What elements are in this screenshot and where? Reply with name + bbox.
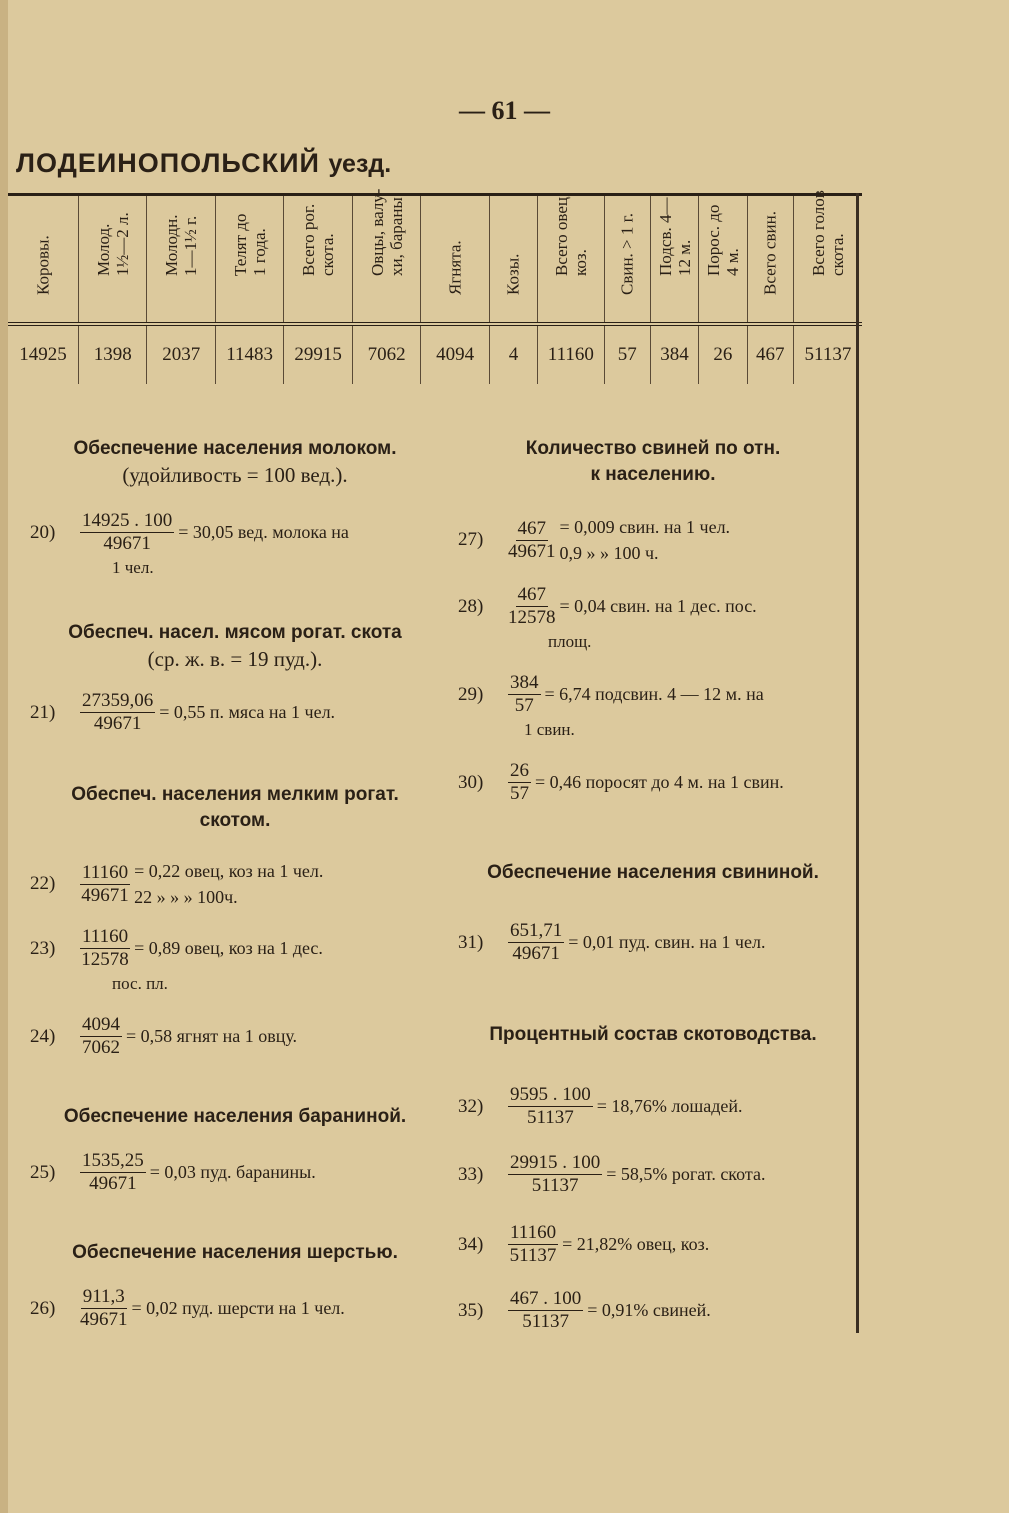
formula-33 xyxy=(458,1152,765,1197)
formula-number: 27) xyxy=(458,529,484,550)
denominator: 49671 xyxy=(93,713,142,734)
denominator: 57 xyxy=(514,695,534,716)
formula-29 xyxy=(458,672,764,717)
table-header xyxy=(699,195,747,325)
table-cell: 14925 xyxy=(8,324,78,384)
formula-27 xyxy=(458,514,730,566)
heading-text-2: скотом. xyxy=(199,810,271,831)
heading-pigs xyxy=(458,436,848,488)
denominator: 51137 xyxy=(522,1311,570,1332)
denominator: 49671 xyxy=(81,884,129,906)
fraction xyxy=(508,672,541,717)
fraction xyxy=(80,1150,146,1195)
formula-result: = 6,74 подсвин. 4 — 12 м. на xyxy=(544,684,764,704)
formula-28 xyxy=(458,584,757,629)
numerator: 651,71 xyxy=(510,920,563,941)
formula-result: = 0,02 пуд. шерсти на 1 чел. xyxy=(131,1298,345,1318)
formula-result: = 0,04 свин. на 1 дес. пос. xyxy=(559,596,757,616)
heading-text: Количество свиней по отн. xyxy=(525,438,781,459)
table-header xyxy=(215,195,283,325)
table-header xyxy=(421,195,489,325)
table-header xyxy=(538,192,604,325)
heading-text: Обеспеч. населения мелким рогат. xyxy=(71,784,399,805)
formula-number: 31) xyxy=(458,931,484,953)
formula-result: = 0,55 п. мяса на 1 чел. xyxy=(159,702,336,722)
table-cell: 384 xyxy=(650,324,698,384)
formula-number: 32) xyxy=(458,1095,484,1117)
numerator: 11160 xyxy=(82,926,129,947)
numerator: 9595 . 100 xyxy=(510,1084,591,1105)
denominator: 12578 xyxy=(81,949,129,970)
formula-number: 26) xyxy=(30,1297,56,1319)
fraction xyxy=(80,1014,122,1059)
fraction xyxy=(80,862,130,907)
page-number: — 61 — xyxy=(459,96,550,125)
left-column xyxy=(30,436,440,1336)
page-edge xyxy=(0,0,8,1513)
table-cell: 26 xyxy=(699,324,747,384)
formula-32 xyxy=(458,1084,743,1129)
heading-milk xyxy=(30,436,440,488)
result-line-2: 0,9 » » 100 ч. xyxy=(559,543,659,563)
heading-subtext: (ср. ж. в. = 19 пуд.). xyxy=(147,647,323,671)
heading-small-cattle xyxy=(30,782,440,834)
numerator: 467 xyxy=(517,517,546,539)
table-header xyxy=(489,195,537,325)
denominator: 49671 xyxy=(80,1309,128,1330)
table-cell: 4 xyxy=(489,324,537,384)
fraction xyxy=(80,926,130,971)
header-label: Ягнята. xyxy=(445,240,465,295)
formula-34 xyxy=(458,1222,709,1267)
header-label: Козы. xyxy=(503,253,523,295)
formula-number: 33) xyxy=(458,1163,484,1185)
district-name: ЛОДЕИНОПОЛЬСКИЙ xyxy=(16,148,320,178)
formula-result: = 0,89 овец, коз на 1 дес. xyxy=(134,938,323,958)
header-label: Подсв. 4— 12 м. xyxy=(655,197,694,276)
result-line-1: = 0,22 овец, коз на 1 чел. xyxy=(134,861,324,881)
formula-20 xyxy=(30,510,349,555)
denominator: 7062 xyxy=(82,1037,120,1058)
table-cell: 11160 xyxy=(538,324,604,384)
denominator: 49671 xyxy=(89,1173,137,1194)
numerator: 29915 . 100 xyxy=(510,1152,601,1173)
formula-continuation: пос. пл. xyxy=(112,974,168,993)
formula-continuation: площ. xyxy=(548,632,592,651)
formula-result xyxy=(134,858,323,910)
table-cell: 2037 xyxy=(147,324,215,384)
table-cell: 7062 xyxy=(352,324,420,384)
numerator: 384 xyxy=(510,672,539,693)
table-cell: 57 xyxy=(604,324,650,384)
table-cell: 51137 xyxy=(804,344,852,365)
header-label: Всего овец, коз. xyxy=(551,192,590,276)
heading-text: Обеспеч. насел. мясом рогат. скота xyxy=(68,622,402,643)
formula-30 xyxy=(458,760,784,805)
formula-result: = 30,05 вед. молока на xyxy=(178,522,349,542)
table-header xyxy=(284,195,352,325)
denominator: 12578 xyxy=(508,607,556,628)
formula-result: = 0,01 пуд. свин. на 1 чел. xyxy=(568,932,766,952)
formula-number: 22) xyxy=(30,873,56,894)
numerator: 911,3 xyxy=(82,1286,125,1307)
formula-result: = 0,46 поросят до 4 м. на 1 свин. xyxy=(535,772,784,792)
formula-number: 28) xyxy=(458,595,484,617)
table-row xyxy=(8,324,862,384)
heading-meat xyxy=(30,620,440,672)
formula-result: = 58,5% рогат. скота. xyxy=(606,1164,766,1184)
table-cell: 11483 xyxy=(215,324,283,384)
numerator: 11160 xyxy=(82,861,129,883)
heading-text-2: к населению. xyxy=(590,464,716,485)
fraction xyxy=(508,1288,583,1333)
header-label: Телят до 1 года. xyxy=(230,213,269,276)
formula-number: 25) xyxy=(30,1161,56,1183)
heading-text: Обеспечение населения молоком. xyxy=(73,438,397,459)
right-column xyxy=(458,436,848,1336)
table-header xyxy=(352,188,420,325)
denominator: 51137 xyxy=(509,1245,557,1266)
table-header-row xyxy=(8,195,862,325)
formula-number: 30) xyxy=(458,771,484,793)
heading-pork: Обеспечение населения свининой. xyxy=(487,862,819,883)
numerator: 26 xyxy=(510,760,529,781)
table-header xyxy=(147,195,215,325)
district-title xyxy=(16,148,391,179)
fraction xyxy=(508,1084,593,1129)
header-label: Молод. 1½—2 л. xyxy=(93,212,132,276)
formula-23 xyxy=(30,926,323,971)
fraction xyxy=(508,584,556,629)
result-line-2: 22 » » » 100ч. xyxy=(134,887,238,907)
fraction xyxy=(508,760,531,805)
table-header xyxy=(650,195,698,325)
denominator: 49671 xyxy=(508,540,556,562)
table-header xyxy=(793,190,862,325)
denominator: 51137 xyxy=(526,1107,574,1128)
formula-number: 29) xyxy=(458,683,484,705)
formula-result: = 0,03 пуд. баранины. xyxy=(149,1162,316,1182)
heading-subtext: (удойливость = 100 вед.). xyxy=(122,463,348,487)
formula-35 xyxy=(458,1288,711,1333)
formula-24 xyxy=(30,1014,297,1059)
formula-22 xyxy=(30,858,323,910)
denominator: 49671 xyxy=(512,943,560,964)
numerator: 27359,06 xyxy=(82,690,154,711)
formula-continuation: 1 свин. xyxy=(524,720,575,739)
denominator: 51137 xyxy=(531,1175,579,1196)
numerator: 1535,25 xyxy=(82,1150,144,1171)
right-rule xyxy=(856,193,859,1333)
heading-percent: Процентный состав скотоводства. xyxy=(489,1024,817,1045)
formula-number: 24) xyxy=(30,1025,56,1047)
formula-number: 35) xyxy=(458,1299,484,1321)
formula-26 xyxy=(30,1286,345,1331)
table-cell: 467 xyxy=(747,324,793,384)
denominator: 49671 xyxy=(103,533,151,554)
formula-result: = 21,82% овец, коз. xyxy=(562,1234,710,1254)
numerator: 467 . 100 xyxy=(510,1288,582,1309)
fraction xyxy=(508,518,556,563)
table-cell: 4094 xyxy=(421,324,489,384)
header-label: Коровы. xyxy=(33,235,53,295)
header-label: Свин. > 1 г. xyxy=(617,213,637,295)
formula-number: 20) xyxy=(30,521,56,543)
numerator: 11160 xyxy=(510,1222,557,1243)
fraction xyxy=(508,1152,602,1197)
formula-number: 23) xyxy=(30,937,56,959)
table-header xyxy=(747,195,793,325)
fraction xyxy=(508,920,564,965)
formula-result xyxy=(560,514,731,566)
header-label: Порос. до 4 м. xyxy=(703,204,742,276)
table-header xyxy=(604,195,650,325)
table-cell: 29915 xyxy=(284,324,352,384)
header-label: Всего рог. скота. xyxy=(299,203,338,276)
formula-continuation: 1 чел. xyxy=(112,558,154,577)
fraction xyxy=(80,510,174,555)
formula-number: 34) xyxy=(458,1233,484,1255)
table-header xyxy=(78,195,146,325)
fraction xyxy=(508,1222,558,1267)
header-label: Всего свин. xyxy=(760,211,780,295)
numerator: 4094 xyxy=(82,1014,120,1035)
district-suffix: уезд. xyxy=(328,150,392,178)
formula-21 xyxy=(30,690,335,735)
table-header xyxy=(8,195,78,325)
heading-mutton: Обеспечение населения бараниной. xyxy=(63,1106,407,1127)
table-cell: 1398 xyxy=(78,324,146,384)
formula-result: = 0,91% свиней. xyxy=(587,1300,711,1320)
formula-25 xyxy=(30,1150,316,1195)
formula-number: 21) xyxy=(30,701,56,723)
formula-result: = 0,58 ягнят на 1 овцу. xyxy=(126,1026,298,1046)
formula-31 xyxy=(458,920,765,965)
numerator: 14925 . 100 xyxy=(82,510,173,531)
header-label: Молодн. 1—1½ г. xyxy=(162,214,201,276)
heading-wool: Обеспечение населения шерстью. xyxy=(72,1242,398,1263)
formula-result: = 18,76% лошадей. xyxy=(596,1096,743,1116)
header-label: Овцы, валу- хи, бараны. xyxy=(367,188,406,276)
livestock-table xyxy=(8,188,862,384)
numerator: 467 xyxy=(517,584,546,605)
fraction xyxy=(80,1286,128,1331)
fraction xyxy=(80,690,155,735)
denominator: 57 xyxy=(510,783,529,804)
result-line-1: = 0,009 свин. на 1 чел. xyxy=(559,517,731,537)
header-label: Всего голов скота. xyxy=(808,190,847,276)
